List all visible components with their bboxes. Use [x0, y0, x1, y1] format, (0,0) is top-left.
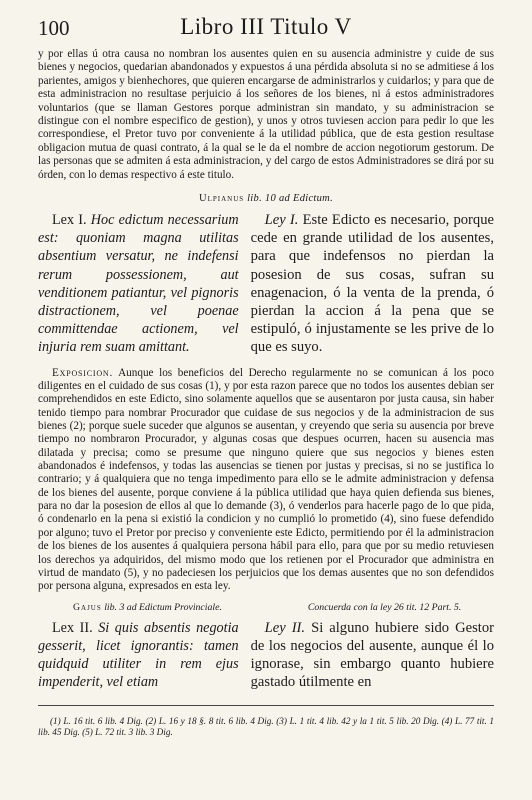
exposition-label: Exposicion. [52, 366, 114, 379]
law-2 [38, 619, 494, 692]
law-2-latin [38, 619, 239, 692]
page-header [38, 12, 494, 46]
law-1-spanish-text: Este Edicto es necesario, porque cede en grande utilidad de los ausentes, para que indefensos no pierdan la posesion de sus cosas, sufran su enagenacion, ó la venta de la prenda, ó pierdan la accion á la pena que se estipuló, ó injustamente se les prive de lo que es suyo. [250, 212, 494, 356]
intro-paragraph: y por ellas ú otra causa no nombran los ausentes quien en su ausencia administre y cuide de sus bienes y negocios, quedarian abandonados y expuestos á una pérdida absoluta si no se admitiese á los parientes, amigos y bienhechores, que quieren encargarse de administrarlos y cuidarlos; y para que de esta administracion no resultase perjuicio á los señores de los bienes, ni á estos administradores voluntarios (que se llaman Gestores porque administran sin mandato, y su administracion se distingue con el nombre especifico de gestion), y unos y otros tuviesen accion para pedir lo que les correspondiese, el Pretor tuvo por conveniente á la utilidad pública, que de esta gestion resultase obligacion mutua de quasi contrato, á la qual se le da el nombre de accion negotiorum gestorum. De las personas que se admiten á esta administracion, y del cargo de estos Administradores se dirá por su órden, con lo demas respectivo á este titulo. [38, 48, 494, 181]
page-number: 100 [38, 16, 70, 40]
law-2-spanish-label: Ley II. [264, 619, 306, 636]
exposition-text: Aunque los beneficios del Derecho regularmente no se comunican á los poco diligentes en el cuidado de sus cosas (1), y por esta razon parece que no todos los ausentes debian ser comprehendidos en este Edicto, sino solamente aquellos que se ausentaron por justa causa, sin haber tenido tiempo para nombrar Procurador que cuidase de sus negocios y de la administracion de sus bienes (2); porque suele suceder que algunos se ausentan, y creyendo que seria su ausencia por breve tiempo no nombraron Procurador, y algunas cosas que despues ocurren, hacen su ausencia mas dilatada y precisa; como se presume que ninguno quiere que sus negocios y bienes esten abandonados é indefensos, y todas las ausencias se tienen por justas y precisas, si no se justifica lo contrario; y á qualquiera que no tenga impedimento para ello se le admite administracion y defensa de los bienes del ausente, porque conviene á la pública utilidad que haya quien defienda sus bienes, para no dar la posesion de ellos al que lo demande (3), ó venderlos para hacerle pago de lo que pida, ó condenarlo en la pena si existió la condicion y no cumplió lo prometido (4), sino fuese defendido por alguno; tuvo el Pretor por preciso y conveniente este Edicto, permitiendo por él la administracion de los bienes de los ausentes á qualquiera persona hábil para ello, para que por su medio retuviesen los derechos ya adquiridos, del mismo modo que los retienen por el Procurador que administra en virtud de mandato (5), y no padeciesen los perjuicios que los demas ausentes que no son defendidos por persona alguna, expresados en esta ley. [38, 366, 494, 593]
footnote-rule [38, 705, 494, 706]
law-1-latin [38, 211, 239, 357]
law-2-spanish [251, 619, 494, 692]
law-2-latin-text: Si quis absentis negotia gesserit, licet ignorantis: tamen quidquid utiliter in rem ejus impenderit, vel etiam [38, 619, 239, 691]
source-right: Concuerda con la ley 26 tit. 12 Part. 5. [307, 601, 462, 613]
footnotes: (1) L. 16 tit. 6 lib. 4 Dig. (2) L. 16 y 18 §. 8 tit. 6 lib. 4 Dig. (3) L. 1 tit. 4 lib. 42 y la 1 tit. 5 lib. 20 Dig. (4) L. 77 tit. 1 lib. 45 Dig. (5) L. 72 tit. 3 lib. 3 Dig. [38, 715, 494, 737]
law-2-spanish-text: Si alguno hubiere sido Gestor de los negocios del ausente, aunque él lo ignorase, sin embargo quanto hubiere gastado útilmente en [250, 619, 494, 691]
law-1-latin-label: Lex I. [52, 212, 87, 229]
source-citation-2 [38, 602, 494, 613]
law-1 [38, 211, 494, 357]
law-1-spanish-label: Ley I. [264, 212, 299, 229]
law-1-spanish [251, 211, 494, 357]
law-1-latin-text: Hoc edictum necessarium est: quoniam magna utilitas absentium versatur, ne indefensi rerum possessionem, aut venditionem patiantur, vel pignoris distractionem, vel poenae committendae actionem, vel injuria rem suam amittant. [38, 212, 239, 356]
law-2-latin-label: Lex II. [52, 619, 93, 636]
source-citation-1 [38, 193, 494, 204]
source-left-author: Gajus [72, 601, 102, 613]
source-work: lib. 10 ad Edictum. [247, 193, 333, 205]
running-title: Libro III Titulo V [180, 14, 352, 39]
source-author: Ulpianus [199, 193, 245, 205]
exposition-paragraph [38, 367, 494, 594]
source-left-work: lib. 3 ad Edictum Provinciale. [104, 601, 222, 613]
source-left [38, 602, 257, 613]
